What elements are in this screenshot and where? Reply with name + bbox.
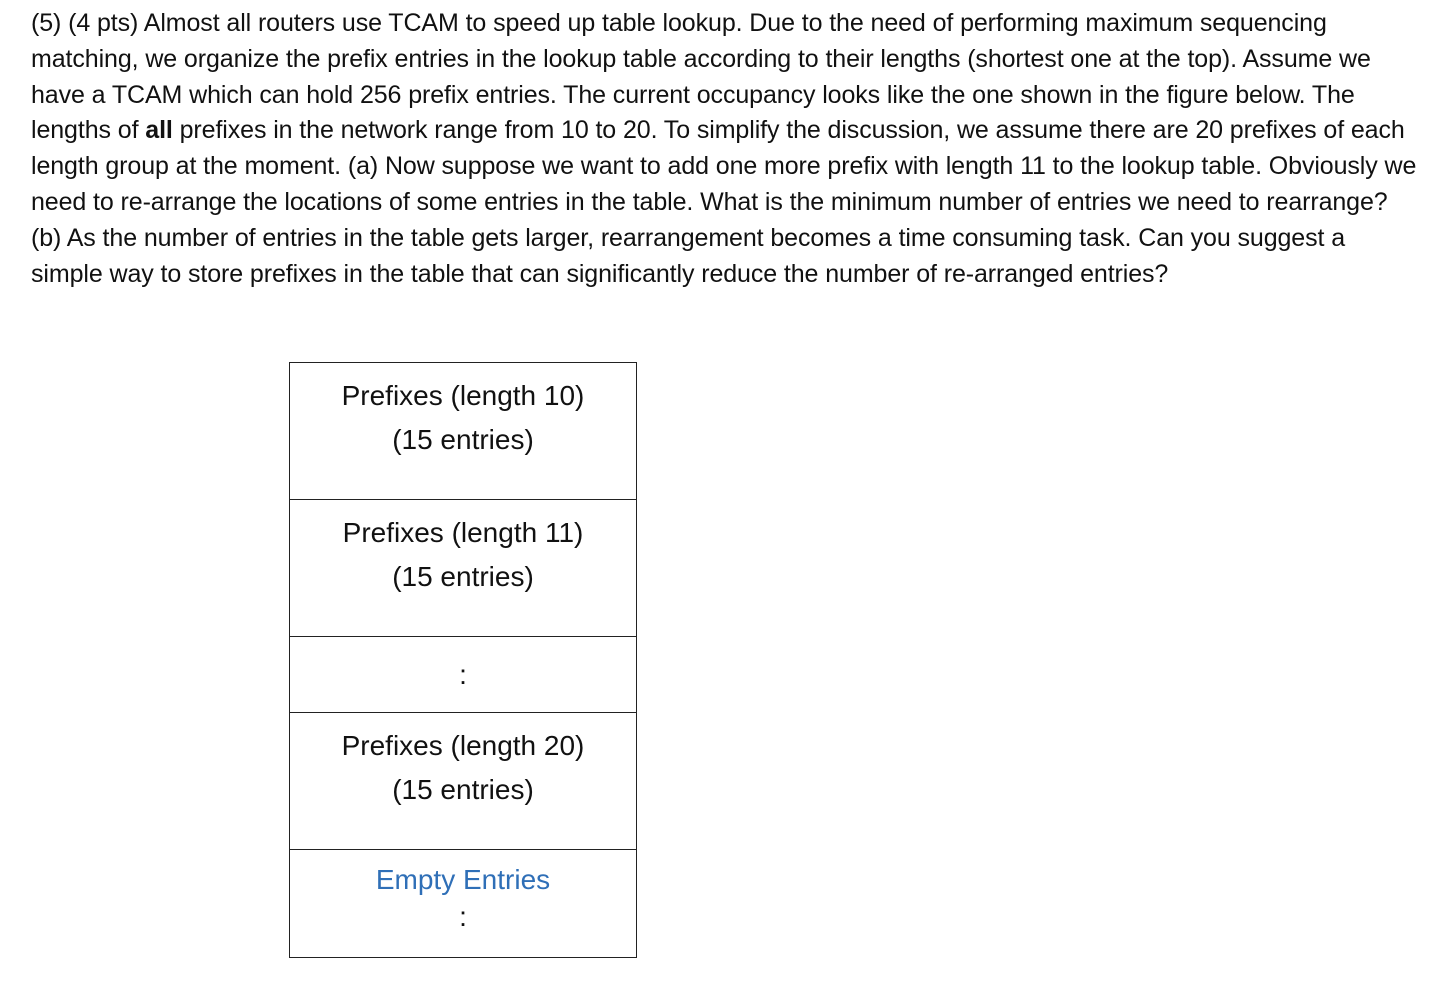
tcam-ellipsis-row [290,637,636,713]
question-body-part1: Almost all routers use TCAM to speed up table lookup. Due to the need of performing maximum sequencing matching, we organize the prefix entries in the lookup table according to their lengths (shortest one at the top). Assume we have a TCAM which can hold 256 prefix entries. The current occupancy looks like the one shown in the figure below. The lengths of [31,9,1371,145]
tcam-group-length-11 [290,500,636,637]
group-label: Prefixes (length 11) [342,517,584,548]
question-bold-word: all [145,116,173,145]
tcam-empty-entries [290,850,636,957]
question-number: (5) [31,9,62,37]
group-count: (15 entries) [392,561,534,592]
empty-ellipsis: : [459,901,467,932]
tcam-group-length-10 [290,363,636,500]
vertical-ellipsis: : [459,658,467,690]
tcam-group-length-20 [290,713,636,850]
group-count: (15 entries) [392,424,534,455]
group-label: Prefixes (length 20) [341,730,585,761]
question-points: (4 pts) [68,9,139,37]
group-label: Prefixes (length 10) [341,380,585,411]
question-body-part2: prefixes in the network range from 10 to 20. To simplify the discussion, we assume there are 20 prefixes of each length group at the moment. (a) Now suppose we want to add one more prefix with length 11 to the lookup table. Obviously we need to re-arrange the locations of some entries in the table. What is the minimum number of entries we need to rearrange? (b) As the number of entries in the table gets larger, rearrangement becomes a time consuming task. Can you suggest a simple way to store prefixes in the table that can significantly reduce the number of re-arranged entries? [31,116,1417,288]
tcam-table-diagram [289,362,637,958]
group-count: (15 entries) [392,774,534,805]
empty-entries-label: Empty Entries [375,864,551,895]
question-text [31,6,1421,292]
